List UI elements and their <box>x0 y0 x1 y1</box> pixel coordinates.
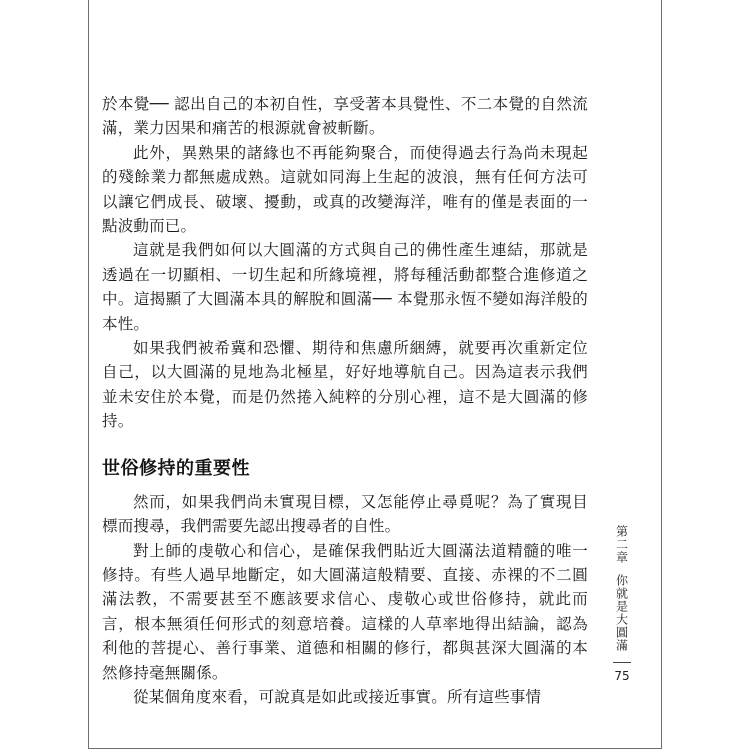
chapter-title: 你就是大圓滿 <box>614 574 629 652</box>
chapter-side-tab <box>610 525 634 683</box>
section-heading: 世俗修持的重要性 <box>102 457 250 479</box>
divider <box>613 662 631 663</box>
paragraph: 這就是我們如何以大圓滿的方式與自己的佛性產生連結，那就是透過在一切顯相、一切生起和所緣境裡，將每種活動都整合進修道之中。這揭顯了大圓滿本具的解脫和圓滿── 本覺那永恆不變如海洋般的本性。 <box>102 241 588 333</box>
paragraph: 於本覺── 認出自己的本初自性，享受著本具覺性、不二本覺的自然流滿，業力因果和痛苦的根源就會被斬斷。 <box>102 95 588 138</box>
paragraph: 此外，異熟果的諸緣也不再能夠聚合，而使得過去行為尚未現起的殘餘業力都無處成熟。這就如同海上生起的波浪，無有任何方法可以讓它們成長、破壞、擾動，或真的改變海洋，唯有的僅是表面的一點波動而已。 <box>102 143 588 236</box>
paragraph-group-top <box>102 92 588 434</box>
page-number: 75 <box>614 669 630 683</box>
paragraph: 然而，如果我們尚未實現目標，又怎能停止尋覓呢？為了實現目標而搜尋，我們需要先認出搜尋者的自性。 <box>102 492 588 536</box>
paragraph: 從某個角度來看，可說真是如此或接近事實。所有這些事情 <box>133 687 542 706</box>
chapter-label: 第二章 <box>614 525 629 564</box>
paragraph-group-bottom <box>102 490 588 710</box>
paragraph: 如果我們被希冀和恐懼、期待和焦慮所綑縛，就要再次重新定位自己，以大圓滿的見地為北極星，好好地導航自己。因為這表示我們並未安住於本覺，而是仍然捲入純粹的分別心裡，這不是大圓滿的修持。 <box>102 339 588 431</box>
paragraph: 對上師的虔敬心和信心，是確保我們貼近大圓滿法道精髓的唯一修持。有些人過早地斷定，如大圓滿這般精要、直接、赤裸的不二圓滿法教，不需要甚至不應該要求信心、虔敬心或世俗修持，就此而言，根本無須任何形式的刻意培養。這樣的人草率地得出結論，認為利他的菩提心、善行事業、道德和相關的修行，都與甚深大圓滿的本然修持毫無關係。 <box>102 541 588 682</box>
page-body <box>102 92 588 709</box>
